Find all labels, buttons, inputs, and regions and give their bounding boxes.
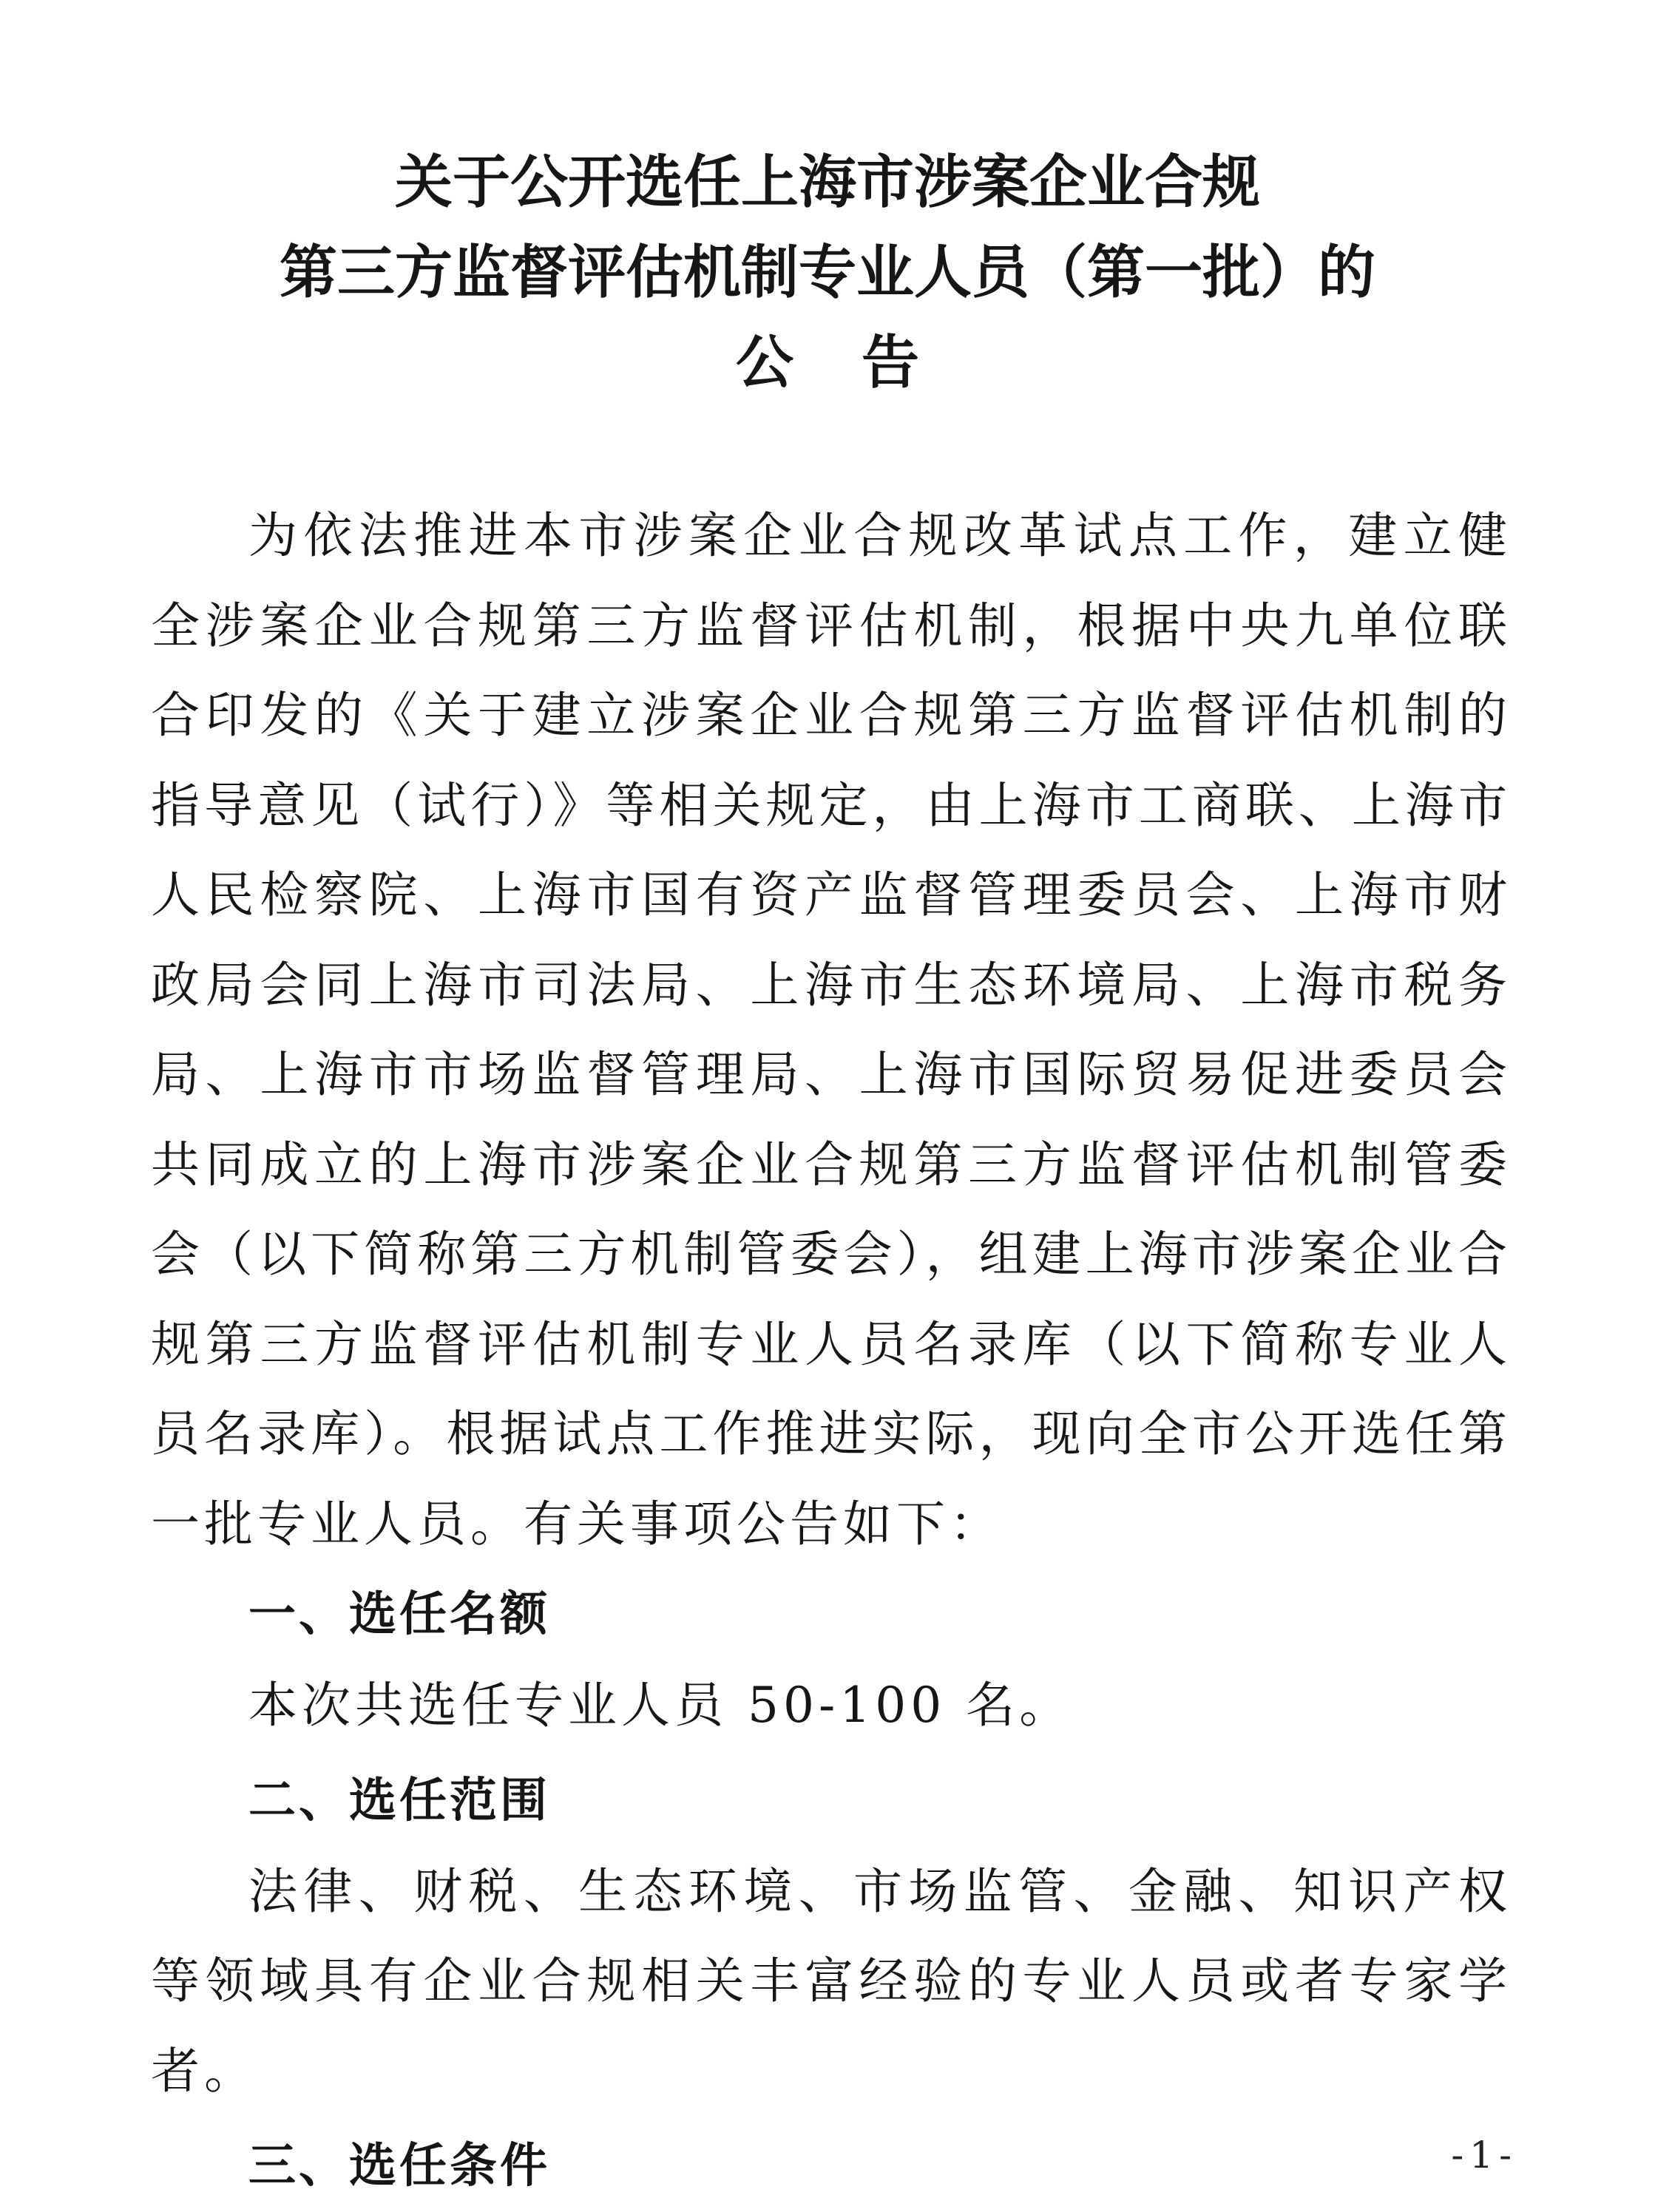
section-text-quota: 本次共选任专业人员 50-100 名。 [248, 1677, 1073, 1734]
document-body [151, 491, 1512, 2212]
document-title [0, 138, 1655, 408]
intro-paragraph: 为依法推进本市涉案企业合规改革试点工作，建立健全涉案企业合规第三方监督评估机制，根据中央九单位联合印发的《关于建立涉案企业合规第三方监督评估机制的指导意见（试行）》等相关规定，由上海市工商联、上海市人民检察院、上海市国有资产监督管理委员会、上海市财政局会同上海市司法局、上海市生态环境局、上海市税务局、上海市市场监督管理局、上海市国际贸易促进委员会共同成立的上海市涉案企业合规第三方监督评估机制管委会（以下简称第三方机制管委会），组建上海市涉案企业合规第三方监督评估机制专业人员名录库（以下简称专业人员名录库）。根据试点工作推进实际，现向全市公开选任第一批专业人员。有关事项公告如下： [151, 507, 1512, 1553]
title-line-1: 关于公开选任上海市涉案企业合规 [394, 149, 1260, 216]
page-number: -1- [1451, 2134, 1517, 2177]
section-heading-quota: 一、选任名额 [248, 1587, 550, 1642]
section-heading-scope: 二、选任范围 [248, 1773, 550, 1828]
title-line-2: 第三方监督评估机制专业人员（第一批）的 [279, 240, 1375, 306]
title-line-3: 公告 [735, 330, 987, 396]
section-text-scope: 法律、财税、生态环境、市场监管、金融、知识产权等领域具有企业合规相关丰富经验的专业人员或者专家学者。 [151, 1862, 1512, 2100]
section-heading-conditions: 三、选任条件 [248, 2139, 550, 2194]
